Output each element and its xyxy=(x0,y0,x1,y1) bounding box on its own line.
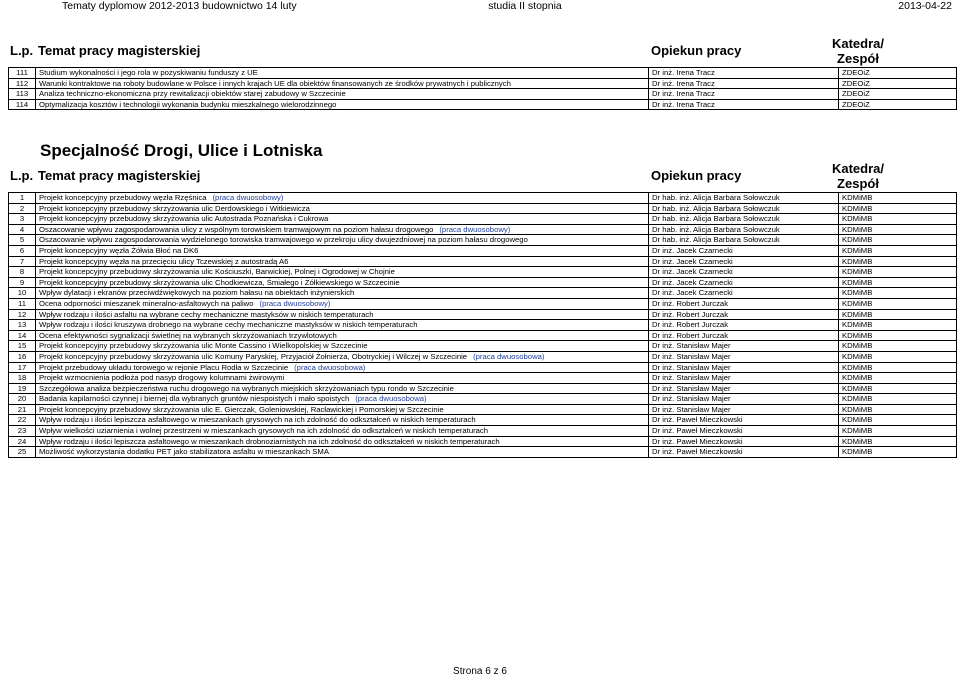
row-topic xyxy=(36,447,649,458)
table-row xyxy=(9,224,957,235)
row-department: KDMiMB xyxy=(839,256,957,267)
table-row xyxy=(9,256,957,267)
row-topic xyxy=(36,256,649,267)
team-size-note: (praca dwuosobowy) xyxy=(259,298,331,308)
table-row xyxy=(9,426,957,437)
topic-text: Projekt koncepcyjny przebudowy skrzyżowania ulic Komuny Paryskiej, Przyjaciół Żołnierza, Obotryckiej i Wilczej w Szczecinie xyxy=(39,351,468,361)
row-number: 1 xyxy=(9,193,36,204)
row-department: KDMiMB xyxy=(839,224,957,235)
topic-text: Projekt koncepcyjny przebudowy skrzyżowania ulic Monte Cassino i Wielkopolskiej w Szczecinie xyxy=(39,341,368,351)
table-row xyxy=(9,68,957,79)
row-number: 13 xyxy=(9,320,36,331)
topic-text: Projekt wzmocnienia podłoża pod nasyp drogowy kolumnami żwirowymi xyxy=(39,373,285,383)
team-size-note: (praca dwuosobowy) xyxy=(439,224,511,234)
row-advisor: Dr inż. Irena Tracz xyxy=(649,78,839,89)
team-size-note: (praca dwuosobowa) xyxy=(473,351,545,361)
row-department: KDMiMB xyxy=(839,362,957,373)
table-row xyxy=(9,214,957,225)
topic-text: Oszacowanie wpływu zagospodarowania ulicy z wspólnym torowiskiem tramwajowym na poziom hałasu drogowego xyxy=(39,224,434,234)
topic-text: Wpływ rodzaju i ilości kruszywa drobnego na wybrane cechy mechaniczne mastyksów w niskich temperaturach xyxy=(39,320,418,330)
row-topic xyxy=(36,309,649,320)
row-number: 112 xyxy=(9,78,36,89)
row-department: KDMiMB xyxy=(839,245,957,256)
row-department: KDMiMB xyxy=(839,436,957,447)
topic-text: Szczegółowa analiza bezpieczeństwa ruchu drogowego na wybranych miejskich skrzyżowaniach typu rondo w Szczecinie xyxy=(39,383,454,393)
row-department: KDMiMB xyxy=(839,404,957,415)
row-department: KDMiMB xyxy=(839,447,957,458)
row-topic: Optymalizacja kosztów i technologii wykonania budynku mieszkalnego wielorodzinnego xyxy=(36,99,649,110)
row-number: 24 xyxy=(9,436,36,447)
row-advisor: Dr inż. Jacek Czarnecki xyxy=(649,267,839,278)
row-topic xyxy=(36,436,649,447)
row-topic xyxy=(36,298,649,309)
row-number: 3 xyxy=(9,214,36,225)
row-department: KDMiMB xyxy=(839,203,957,214)
table-row xyxy=(9,78,957,89)
row-advisor: Dr inż. Stanisław Majer xyxy=(649,341,839,352)
row-topic xyxy=(36,224,649,235)
row-number: 114 xyxy=(9,99,36,110)
row-department: KDMiMB xyxy=(839,426,957,437)
header-right: 2013-04-22 xyxy=(898,0,952,12)
row-advisor: Dr inż. Stanisław Majer xyxy=(649,362,839,373)
section-column-department-line2: Zespół xyxy=(837,176,879,192)
row-topic xyxy=(36,373,649,384)
column-department xyxy=(808,36,908,67)
row-advisor: Dr inż. Paweł Mieczkowski xyxy=(649,436,839,447)
row-advisor: Dr inż. Irena Tracz xyxy=(649,89,839,100)
section-column-lp: L.p. xyxy=(10,168,34,183)
topic-text: Projekt koncepcyjny przebudowy węzła Rzęśnica xyxy=(39,193,207,202)
row-topic xyxy=(36,383,649,394)
row-advisor: Dr hab. inż. Alicja Barbara Sołowczuk xyxy=(649,235,839,246)
table-row xyxy=(9,383,957,394)
team-size-note: (praca dwuosobowa) xyxy=(294,362,366,372)
table-row xyxy=(9,415,957,426)
row-advisor: Dr hab. inż. Alicja Barbara Sołowczuk xyxy=(649,193,839,204)
row-topic xyxy=(36,415,649,426)
table-row xyxy=(9,341,957,352)
row-topic xyxy=(36,426,649,437)
row-topic xyxy=(36,267,649,278)
row-department: ZDEOiZ xyxy=(839,68,957,79)
row-advisor: Dr inż. Paweł Mieczkowski xyxy=(649,426,839,437)
row-number: 19 xyxy=(9,383,36,394)
topic-text: Wpływ rodzaju i ilości lepiszcza asfaltowego w mieszankach drobnoziarnistych na ich zdolność do odkształceń w niskich temperaturach xyxy=(39,436,500,446)
topic-text: Wpływ dylatacji i ekranów przeciwdźwiękowych na poziom hałasu na obiektach inżynierskich xyxy=(39,288,355,298)
row-advisor: Dr inż. Stanisław Majer xyxy=(649,351,839,362)
topic-text: Wpływ wielkości uziarnienia i wolnej przestrzeni w mieszankach grysowych na ich zdolność do odkształceń w niskich temperaturach xyxy=(39,426,489,436)
row-topic xyxy=(36,277,649,288)
row-department: ZDEOiZ xyxy=(839,78,957,89)
table-row xyxy=(9,99,957,110)
column-advisor: Opiekun pracy xyxy=(651,43,742,58)
row-number: 15 xyxy=(9,341,36,352)
row-number: 10 xyxy=(9,288,36,299)
row-advisor: Dr hab. inż. Alicja Barbara Sołowczuk xyxy=(649,214,839,225)
row-department: KDMiMB xyxy=(839,351,957,362)
top-table-body xyxy=(9,68,957,110)
row-department: KDMiMB xyxy=(839,341,957,352)
row-department: KDMiMB xyxy=(839,394,957,405)
table-row xyxy=(9,267,957,278)
page-number: Strona 6 z 6 xyxy=(453,666,507,677)
row-number: 9 xyxy=(9,277,36,288)
row-number: 25 xyxy=(9,447,36,458)
row-number: 14 xyxy=(9,330,36,341)
table-row xyxy=(9,351,957,362)
section-column-advisor: Opiekun pracy xyxy=(651,168,742,183)
row-topic: Analiza techniczno-ekonomiczna przy rewitalizacji obiektów starej zabudowy w Szczecinie xyxy=(36,89,649,100)
topic-text: Wpływ rodzaju i ilości asfaltu na wybrane cechy mechaniczne mastyksów w niskich temperaturach xyxy=(39,309,374,319)
row-number: 11 xyxy=(9,298,36,309)
topic-text: Ocena odporności mieszanek mineralno-asfaltowych na paliwo xyxy=(39,298,254,308)
row-topic xyxy=(36,362,649,373)
row-advisor: Dr inż. Jacek Czarnecki xyxy=(649,245,839,256)
row-topic xyxy=(36,330,649,341)
topic-text: Projekt koncepcyjny węzła Żółwia Błoć na DK6 xyxy=(39,245,199,255)
table-row xyxy=(9,330,957,341)
row-number: 16 xyxy=(9,351,36,362)
row-department: KDMiMB xyxy=(839,267,957,278)
row-topic xyxy=(36,320,649,331)
row-number: 22 xyxy=(9,415,36,426)
row-department: KDMiMB xyxy=(839,235,957,246)
row-number: 4 xyxy=(9,224,36,235)
row-number: 111 xyxy=(9,68,36,79)
row-number: 7 xyxy=(9,256,36,267)
table-row xyxy=(9,288,957,299)
topic-text: Projekt koncepcyjny przebudowy skrzyżowania ulic Derdowskiego i Witkiewicza xyxy=(39,203,310,213)
row-advisor: Dr inż. Jacek Czarnecki xyxy=(649,277,839,288)
row-number: 113 xyxy=(9,89,36,100)
team-size-note: (praca dwuosobowy) xyxy=(212,193,284,202)
section-column-department xyxy=(808,161,908,192)
topic-text: Badania kapilarności czynnej i biernej dla wybranych gruntów niespoistych i mało spoistych xyxy=(39,394,350,404)
row-department: KDMiMB xyxy=(839,320,957,331)
row-number: 21 xyxy=(9,404,36,415)
section-column-topic: Temat pracy magisterskiej xyxy=(38,168,201,183)
row-department: KDMiMB xyxy=(839,298,957,309)
row-number: 6 xyxy=(9,245,36,256)
row-advisor: Dr inż. Stanisław Majer xyxy=(649,373,839,384)
topic-text: Oszacowanie wpływu zagospodarowania wydzielonego torowiska tramwajowego w przekroju ulicy dwujezdniowej na poziom hałasu drogowego xyxy=(39,235,528,245)
row-advisor: Dr hab. inż. Alicja Barbara Sołowczuk xyxy=(649,203,839,214)
section-title: Specjalność Drogi, Ulice i Lotniska xyxy=(40,141,323,160)
row-department: KDMiMB xyxy=(839,277,957,288)
row-department: KDMiMB xyxy=(839,415,957,426)
row-advisor: Dr inż. Paweł Mieczkowski xyxy=(649,415,839,426)
column-department-line1: Katedra/ xyxy=(831,36,885,51)
row-department: KDMiMB xyxy=(839,193,957,204)
topic-text: Projekt koncepcyjny przebudowy skrzyżowania ulic Autostrada Poznańska i Cukrowa xyxy=(39,214,329,224)
header-left: Tematy dyplomow 2012-2013 budownictwo 14 luty xyxy=(62,0,297,12)
column-lp: L.p. xyxy=(10,43,34,58)
row-department: KDMiMB xyxy=(839,309,957,320)
table-row xyxy=(9,193,957,204)
table-row xyxy=(9,277,957,288)
row-department: KDMiMB xyxy=(839,330,957,341)
table-row xyxy=(9,203,957,214)
table-row xyxy=(9,245,957,256)
column-department-line2: Zespół xyxy=(837,51,879,67)
topic-text: Projekt przebudowy układu torowego w rejonie Placu Rodła w Szczecinie xyxy=(39,362,289,372)
section-topics-table xyxy=(8,192,957,458)
row-advisor: Dr hab. inż. Alicja Barbara Sołowczuk xyxy=(649,224,839,235)
table-row xyxy=(9,89,957,100)
row-department: KDMiMB xyxy=(839,288,957,299)
row-advisor: Dr inż. Jacek Czarnecki xyxy=(649,256,839,267)
table-row xyxy=(9,362,957,373)
team-size-note: (praca dwuosobowa) xyxy=(355,394,427,404)
row-number: 12 xyxy=(9,309,36,320)
table-row xyxy=(9,394,957,405)
row-advisor: Dr inż. Paweł Mieczkowski xyxy=(649,447,839,458)
table-row xyxy=(9,404,957,415)
row-topic xyxy=(36,404,649,415)
topic-text: Projekt koncepcyjny przebudowy skrzyżowania ulic E. Gierczak, Goleniowskiej, Racławickiej i Pomorskiej w Szczecinie xyxy=(39,404,444,414)
row-number: 20 xyxy=(9,394,36,405)
row-topic xyxy=(36,341,649,352)
table-row xyxy=(9,309,957,320)
column-topic: Temat pracy magisterskiej xyxy=(38,43,201,58)
topic-text: Możliwość wykorzystania dodatku PET jako stabilizatora asfaltu w mieszankach SMA xyxy=(39,447,329,457)
row-number: 17 xyxy=(9,362,36,373)
topic-text: Projekt koncepcyjny przebudowy skrzyżowania ulic Kościuszki, Barwickiej, Polnej i Ogrodowej w Chojnie xyxy=(39,267,395,277)
row-advisor: Dr inż. Stanisław Majer xyxy=(649,394,839,405)
row-advisor: Dr inż. Robert Jurczak xyxy=(649,298,839,309)
row-advisor: Dr inż. Robert Jurczak xyxy=(649,309,839,320)
topic-text: Projekt koncepcyjny węzła na przecięciu ulicy Tczewskiej z autostradą A6 xyxy=(39,256,289,266)
row-topic xyxy=(36,245,649,256)
row-department: ZDEOiZ xyxy=(839,89,957,100)
topic-text: Ocena efektywności sygnalizacji świetlnej na wybranych skrzyżowaniach trzywlotowych xyxy=(39,330,337,340)
row-number: 8 xyxy=(9,267,36,278)
row-department: KDMiMB xyxy=(839,214,957,225)
header-center: studia II stopnia xyxy=(488,0,562,12)
row-topic: Warunki kontraktowe na roboty budowlane w Polsce i innych krajach UE dla obiektów finansowanych ze środków prywatnych i publicznych xyxy=(36,78,649,89)
section-column-department-line1: Katedra/ xyxy=(831,161,885,176)
row-advisor: Dr inż. Stanisław Majer xyxy=(649,404,839,415)
section-table-body xyxy=(9,193,957,458)
table-row xyxy=(9,447,957,458)
row-topic xyxy=(36,351,649,362)
table-row xyxy=(9,298,957,309)
row-department: ZDEOiZ xyxy=(839,99,957,110)
row-topic xyxy=(36,394,649,405)
row-number: 18 xyxy=(9,373,36,384)
top-topics-table xyxy=(8,67,957,110)
row-advisor: Dr inż. Stanisław Majer xyxy=(649,383,839,394)
row-number: 2 xyxy=(9,203,36,214)
topic-text: Projekt koncepcyjny przebudowy skrzyżowania ulic Chodkiewicza, Śmiałego i Żółkiewskiego w Szczecinie xyxy=(39,277,400,287)
row-advisor: Dr inż. Robert Jurczak xyxy=(649,320,839,331)
table-row xyxy=(9,235,957,246)
row-advisor: Dr inż. Robert Jurczak xyxy=(649,330,839,341)
row-department: KDMiMB xyxy=(839,383,957,394)
row-advisor: Dr inż. Irena Tracz xyxy=(649,68,839,79)
row-advisor: Dr inż. Irena Tracz xyxy=(649,99,839,110)
row-topic xyxy=(36,235,649,246)
row-number: 23 xyxy=(9,426,36,437)
row-topic xyxy=(36,288,649,299)
row-number: 5 xyxy=(9,235,36,246)
row-department: KDMiMB xyxy=(839,373,957,384)
table-row xyxy=(9,373,957,384)
row-topic xyxy=(36,214,649,225)
row-topic: Studium wykonalności i jego rola w pozyskiwaniu funduszy z UE xyxy=(36,68,649,79)
table-row xyxy=(9,436,957,447)
row-advisor: Dr inż. Jacek Czarnecki xyxy=(649,288,839,299)
row-topic xyxy=(36,203,649,214)
topic-text: Wpływ rodzaju i ilości lepiszcza asfaltowego w mieszankach grysowych na ich zdolność do odkształceń w niskich temperaturach xyxy=(39,415,476,425)
row-topic xyxy=(36,193,649,204)
table-row xyxy=(9,320,957,331)
